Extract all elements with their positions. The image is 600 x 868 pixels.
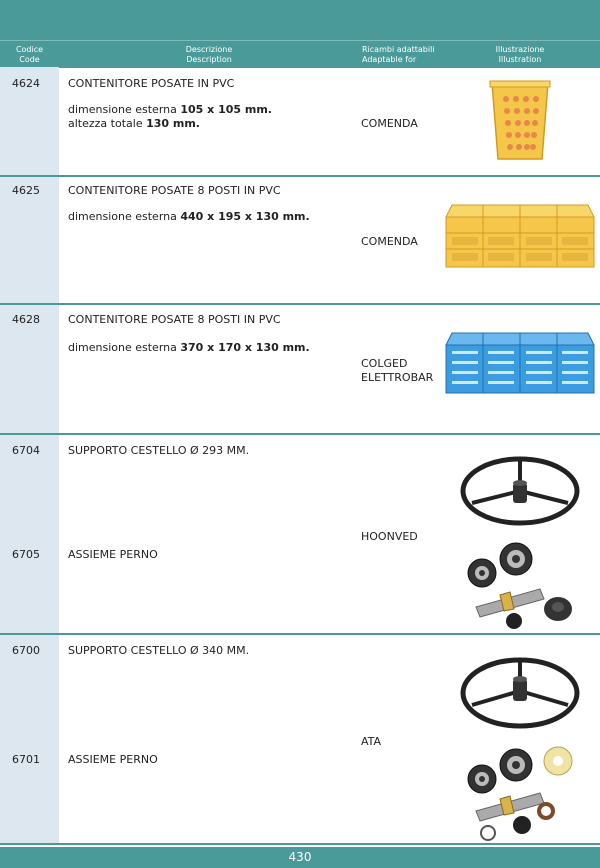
header-code-it: Codice — [15, 45, 44, 54]
item-code: 6700 — [12, 644, 40, 657]
pivot-assembly-icon — [462, 537, 582, 629]
item-title: SUPPORTO CESTELLO Ø 293 MM. — [68, 444, 250, 457]
header-ill-it: Illustrazione — [495, 45, 545, 54]
header-fit-it: Ricambi adattabili — [362, 45, 435, 54]
top-bar — [0, 0, 600, 40]
item-code: 6704 — [12, 444, 40, 457]
table-row — [0, 435, 600, 635]
table-header — [0, 40, 600, 68]
yellow-cutlery-holder-icon — [486, 77, 556, 165]
header-code — [0, 45, 59, 65]
footer-bar — [0, 847, 600, 868]
item-title: CONTENITORE POSATE IN PVC — [68, 77, 235, 90]
header-fit-en: Adaptable for — [362, 55, 417, 64]
item-adaptable: COMENDA — [361, 235, 418, 248]
item-dimension: dimensione esterna 105 x 105 mm. — [68, 103, 272, 116]
item-code: 4624 — [12, 77, 40, 90]
header-desc-en: Description — [186, 55, 232, 64]
item-adaptable-1: COLGED — [361, 357, 408, 370]
basket-support-wheel-icon — [458, 645, 582, 733]
basket-support-wheel-icon — [458, 447, 582, 529]
item-adaptable: ATA — [361, 735, 382, 748]
table-row — [0, 177, 600, 305]
item-title: CONTENITORE POSATE 8 POSTI IN PVC — [68, 184, 281, 197]
header-ill-en: Illustration — [498, 55, 542, 64]
header-description — [60, 45, 358, 65]
blue-cutlery-basket-icon — [442, 327, 598, 401]
item-title-2: ASSIEME PERNO — [68, 548, 158, 561]
table-row — [0, 305, 600, 435]
item-dimension: dimensione esterna 440 x 195 x 130 mm. — [68, 210, 310, 223]
item-code: 4628 — [12, 313, 40, 326]
yellow-cutlery-basket-icon — [442, 197, 598, 275]
item-adaptable: HOONVED — [361, 530, 418, 543]
header-adaptable — [362, 45, 435, 65]
item-dimension: dimensione esterna 370 x 170 x 130 mm. — [68, 341, 310, 354]
item-height: altezza totale 130 mm. — [68, 117, 200, 130]
item-title: SUPPORTO CESTELLO Ø 340 MM. — [68, 644, 250, 657]
table-row — [0, 635, 600, 845]
page-number: 430 — [288, 850, 312, 864]
item-code: 4625 — [12, 184, 40, 197]
item-code-2: 6701 — [12, 753, 40, 766]
item-code-2: 6705 — [12, 548, 40, 561]
item-adaptable: COMENDA — [361, 117, 418, 130]
header-illustration — [445, 45, 595, 65]
header-desc-it: Descrizione — [185, 45, 233, 54]
item-title: CONTENITORE POSATE 8 POSTI IN PVC — [68, 313, 281, 326]
table-row — [0, 67, 600, 177]
item-title-2: ASSIEME PERNO — [68, 753, 158, 766]
header-code-en: Code — [19, 55, 40, 64]
item-adaptable-2: ELETTROBAR — [361, 371, 434, 384]
pivot-assembly-icon — [462, 743, 588, 841]
